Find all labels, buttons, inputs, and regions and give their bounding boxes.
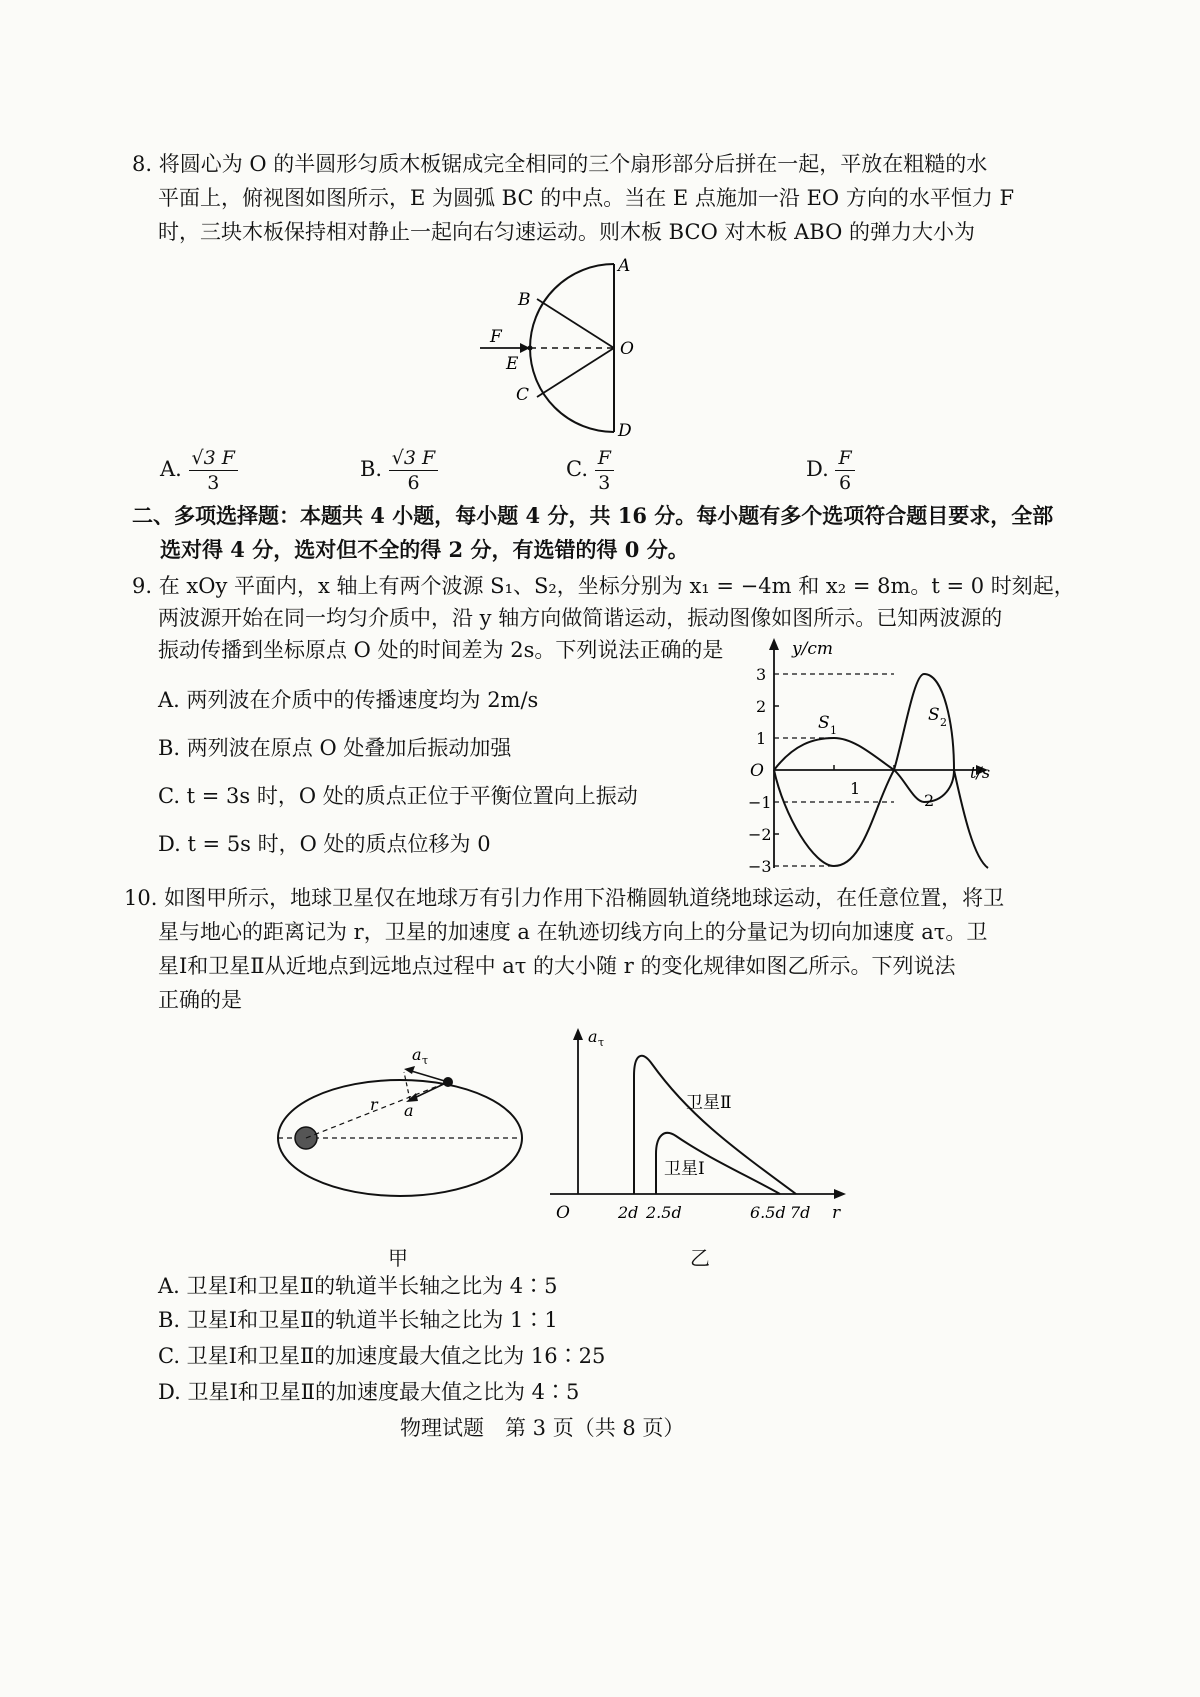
y-tick-1: 1 — [756, 729, 767, 748]
q8-line-3: 时，三块木板保持相对静止一起向右匀速运动。则木板 BCO 对木板 ABO 的弹力大小为 — [158, 220, 976, 244]
s2-subscript: 2 — [940, 716, 947, 729]
y-tick-2: 2 — [756, 697, 767, 716]
tick-6-5d: 6.5d — [750, 1203, 786, 1222]
label-c: C — [516, 385, 530, 405]
yi-origin-label: O — [556, 1203, 570, 1223]
label-e: E — [506, 354, 519, 374]
q10-line-4: 正确的是 — [158, 988, 242, 1012]
sat2-label: 卫星Ⅱ — [686, 1093, 732, 1113]
y-tick-neg2: −2 — [748, 825, 772, 844]
page-footer: 物理试题 第 3 页（共 8 页） — [400, 1416, 685, 1440]
label-o: O — [620, 339, 634, 359]
q10-option-c[interactable]: C. 卫星Ⅰ和卫星Ⅱ的加速度最大值之比为 16∶25 — [158, 1344, 606, 1368]
tick-2-5d: 2.5d — [646, 1203, 682, 1222]
atau-graph-yi — [548, 1024, 858, 1234]
t-tick-2: 2 — [924, 791, 935, 810]
q9-line-2: 两波源开始在同一均匀介质中，沿 y 轴方向做简谐运动，振动图像如图所示。已知两波源的 — [158, 606, 1003, 630]
caption-yi: 乙 — [690, 1246, 710, 1270]
a-tau-subscript: τ — [422, 1054, 429, 1067]
yi-x-label: r — [832, 1203, 841, 1223]
q10-option-a[interactable]: A. 卫星Ⅰ和卫星Ⅱ的轨道半长轴之比为 4∶5 — [158, 1274, 558, 1298]
q8-semicircle-figure — [470, 252, 670, 442]
tick-7d: 7d — [790, 1203, 811, 1222]
y-axis-label: y/cm — [792, 639, 833, 659]
label-d: D — [618, 421, 632, 441]
r-label: r — [370, 1095, 378, 1114]
q8-option-d[interactable]: D. $\frac{F}{6}$ — [806, 446, 855, 495]
section2-line-2: 选对得 4 分，选对但不全的得 2 分，有选错的得 0 分。 — [160, 537, 689, 562]
q10-option-b[interactable]: B. 卫星Ⅰ和卫星Ⅱ的轨道半长轴之比为 1∶1 — [158, 1308, 558, 1332]
a-tau-label: a — [412, 1045, 422, 1064]
section2-line-1: 二、多项选择题：本题共 4 小题，每小题 4 分，共 16 分。每小题有多个选项符合题目要求，全部 — [132, 503, 1054, 528]
y-tick-neg3: −3 — [748, 857, 772, 876]
q9-line-1: 9. 在 xOy 平面内，x 轴上有两个波源 S₁、S₂，坐标分别为 x₁ = −4m 和 x₂ = 8m。t = 0 时刻起， — [132, 574, 1075, 598]
sat1-label: 卫星Ⅰ — [664, 1159, 705, 1179]
s2-label: S — [928, 705, 940, 725]
q10-option-d[interactable]: D. 卫星Ⅰ和卫星Ⅱ的加速度最大值之比为 4∶5 — [158, 1380, 580, 1404]
q9-option-d[interactable]: D. t = 5s 时，O 处的质点位移为 0 — [158, 832, 491, 856]
q10-line-3: 星Ⅰ和卫星Ⅱ从近地点到远地点过程中 aτ 的大小随 r 的变化规律如图乙所示。下列说法 — [158, 954, 956, 978]
q10-line-2: 星与地心的距离记为 r，卫星的加速度 a 在轨迹切线方向上的分量记为切向加速度 aτ。卫 — [158, 920, 988, 944]
t-axis-label: t/s — [970, 763, 991, 782]
q9-vibration-graph — [740, 636, 1040, 876]
s1-label: S — [818, 713, 830, 733]
q8-line-2: 平面上，俯视图如图所示，E 为圆弧 BC 的中点。当在 E 点施加一沿 EO 方向的水平恒力 F — [158, 186, 1015, 210]
y-tick-3: 3 — [756, 665, 767, 684]
q9-line-3: 振动传播到坐标原点 O 处的时间差为 2s。下列说法正确的是 — [158, 638, 724, 662]
q8-option-a[interactable]: A. $\frac{√3 F}{3}$ — [160, 446, 238, 495]
label-f: F — [490, 327, 502, 347]
origin-label: O — [750, 761, 764, 781]
q9-option-c[interactable]: C. t = 3s 时，O 处的质点正位于平衡位置向上振动 — [158, 784, 638, 808]
label-a: A — [618, 256, 631, 276]
q9-option-a[interactable]: A. 两列波在介质中的传播速度均为 2m/s — [158, 688, 539, 712]
a-label: a — [404, 1101, 414, 1120]
yi-y-label: a — [588, 1027, 598, 1046]
q8-line-1: 8. 将圆心为 O 的半圆形匀质木板锯成完全相同的三个扇形部分后拼在一起，平放在粗糙的水 — [132, 152, 988, 176]
orbit-figure-jia — [270, 1040, 540, 1200]
q8-option-c[interactable]: C. $\frac{F}{3}$ — [566, 446, 614, 495]
label-b: B — [518, 290, 531, 310]
yi-y-subscript: τ — [598, 1036, 605, 1049]
tick-2d: 2d — [618, 1203, 639, 1222]
t-tick-1: 1 — [850, 779, 861, 798]
q10-line-1: 10. 如图甲所示，地球卫星仅在地球万有引力作用下沿椭圆轨道绕地球运动，在任意位置，将卫 — [124, 886, 1005, 910]
q8-option-b[interactable]: B. $\frac{√3 F}{6}$ — [360, 446, 438, 495]
caption-jia: 甲 — [388, 1246, 408, 1270]
y-tick-neg1: −1 — [748, 793, 772, 812]
s1-subscript: 1 — [830, 724, 837, 737]
q9-option-b[interactable]: B. 两列波在原点 O 处叠加后振动加强 — [158, 736, 512, 760]
